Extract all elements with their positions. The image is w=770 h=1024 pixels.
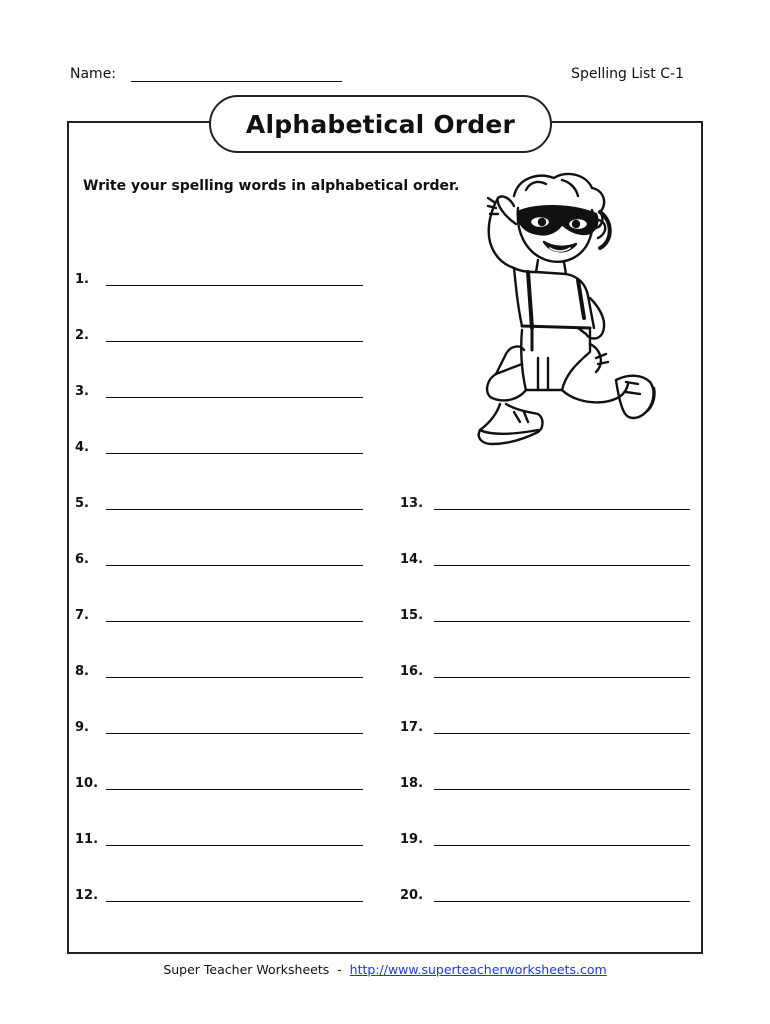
footer-text: Super Teacher Worksheets -	[163, 962, 350, 977]
answer-line[interactable]	[434, 845, 690, 846]
answer-line[interactable]	[434, 621, 690, 622]
item-number: 1.	[75, 272, 89, 287]
name-line[interactable]	[131, 81, 342, 82]
answer-line[interactable]	[106, 901, 363, 902]
answer-line[interactable]	[434, 733, 690, 734]
item-number: 7.	[75, 608, 89, 623]
item-number: 5.	[75, 496, 89, 511]
item-number: 12.	[75, 888, 99, 903]
item-number: 20.	[400, 888, 424, 903]
page-title: Alphabetical Order	[209, 95, 552, 153]
answer-line[interactable]	[434, 677, 690, 678]
answer-line[interactable]	[106, 789, 363, 790]
answer-line[interactable]	[106, 509, 363, 510]
item-number: 17.	[400, 720, 424, 735]
answer-line[interactable]	[434, 509, 690, 510]
item-number: 15.	[400, 608, 424, 623]
item-number: 2.	[75, 328, 89, 343]
item-number: 10.	[75, 776, 99, 791]
item-number: 18.	[400, 776, 424, 791]
spelling-list-id: Spelling List C-1	[571, 66, 684, 82]
footer	[0, 962, 770, 977]
item-number: 4.	[75, 440, 89, 455]
answer-line[interactable]	[106, 565, 363, 566]
answer-line[interactable]	[106, 453, 363, 454]
name-label: Name:	[70, 66, 117, 82]
answer-line[interactable]	[106, 733, 363, 734]
answer-line[interactable]	[434, 901, 690, 902]
answer-line[interactable]	[106, 397, 363, 398]
answer-line[interactable]	[106, 677, 363, 678]
item-number: 16.	[400, 664, 424, 679]
item-number: 9.	[75, 720, 89, 735]
item-number: 14.	[400, 552, 424, 567]
answer-line[interactable]	[434, 565, 690, 566]
item-number: 8.	[75, 664, 89, 679]
answer-line[interactable]	[106, 341, 363, 342]
answer-line[interactable]	[106, 621, 363, 622]
superhero-kid-illustration	[466, 168, 666, 458]
answer-line[interactable]	[106, 285, 363, 286]
item-number: 3.	[75, 384, 89, 399]
answer-line[interactable]	[434, 789, 690, 790]
item-number: 13.	[400, 496, 424, 511]
footer-link[interactable]: http://www.superteacherworksheets.com	[349, 962, 607, 977]
answer-line[interactable]	[106, 845, 363, 846]
item-number: 19.	[400, 832, 424, 847]
item-number: 11.	[75, 832, 99, 847]
instructions: Write your spelling words in alphabetical order.	[83, 178, 460, 194]
item-number: 6.	[75, 552, 89, 567]
